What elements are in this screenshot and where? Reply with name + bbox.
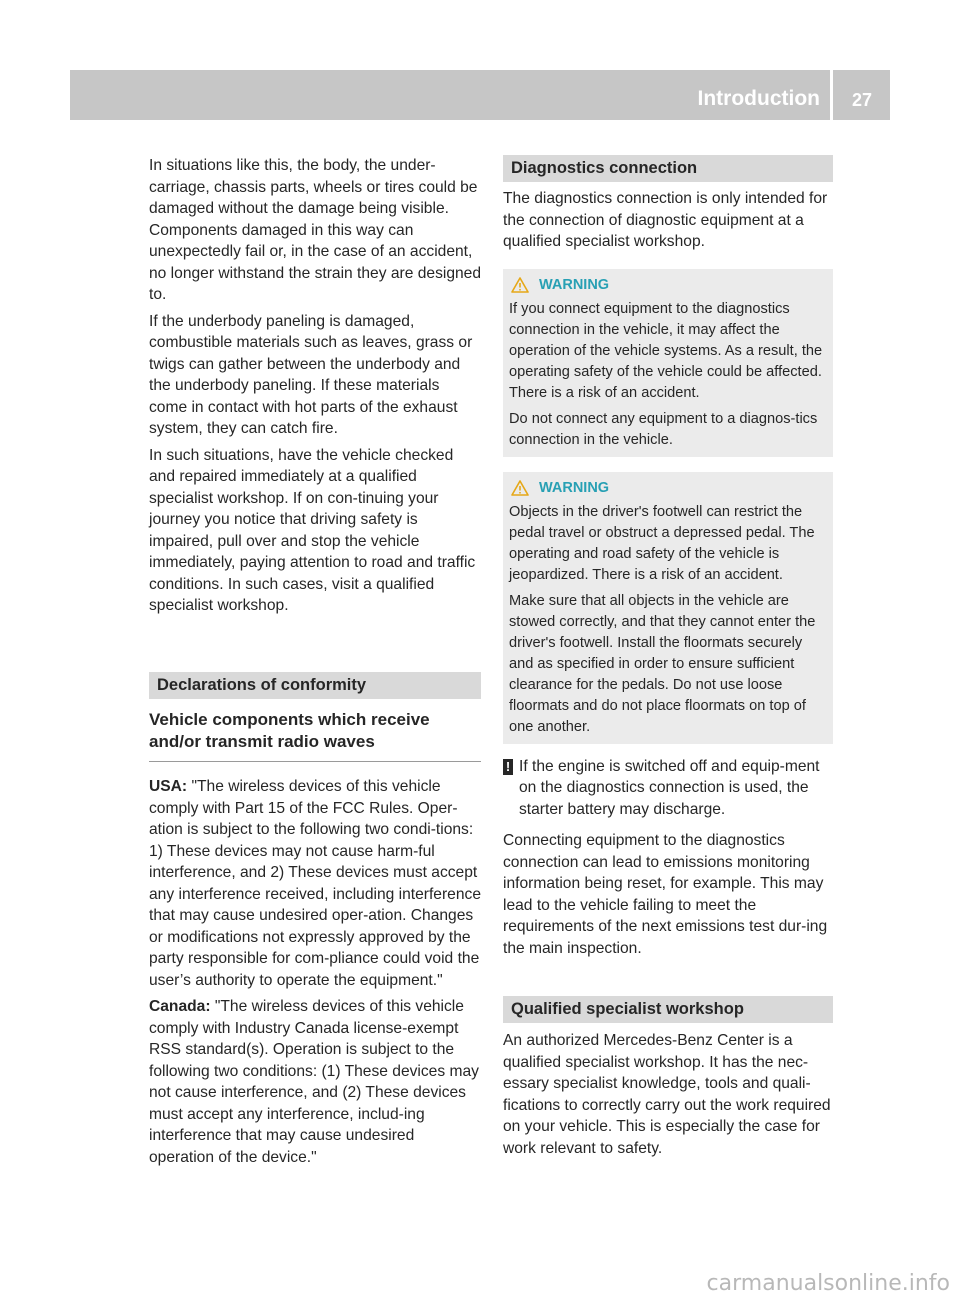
intro-paragraph: In situations like this, the body, the under-carriage, chassis parts, wheels or tires could be damaged without the damage being visible. Components damaged in this way can unexpectedly fail or, in the case of an accident, no longer withstand the strain they are designed to.: [149, 157, 482, 303]
warning-triangle-icon: [511, 480, 529, 496]
warning-text: Objects in the driver's footwell can restrict the pedal travel or obstruct a depressed pedal. The operating and road safety of the vehicle is jeopardized. There is a risk of an accident.: [509, 503, 815, 583]
declarations-section: [149, 672, 481, 1173]
intro-paragraph: If the underbody paneling is damaged, combustible materials such as leaves, grass or twigs can gather between the underbody and the underbody paneling. If these materials come in contact with hot parts of the exhaust system, they can catch fire.: [149, 312, 473, 437]
warning-title: WARNING: [509, 275, 827, 296]
warning-title: WARNING: [509, 478, 827, 499]
canada-text: "The wireless devices of this vehicle comply with Industry Canada license-exempt RSS standard(s). Operation is subject to the following two conditions: (1) These devices may not cause interference, and (2) These devices must accept any interference, includ-ing interference that may cause undesired operation of the device.": [149, 998, 479, 1166]
note-text: If the engine is switched off and equip-ment on the diagnostics connection is used, the starter battery may discharge.: [519, 757, 820, 818]
intro-paragraph: In such situations, have the vehicle checked and repaired immediately at a qualified specialist workshop. If on con-tinuing your journey you notice that driving safety is impaired, pull over and stop the vehicle immediately, paying attention to road and traffic conditions. In such cases, visit a qualified specialist workshop.: [149, 446, 476, 614]
warning-text: Make sure that all objects in the vehicle are stowed correctly, and that they cannot enter the driver's footwell. Install the floormats securely and as specified in order to ensure sufficient clearance for the pedals. Do not use loose floormats and do not place floormats on top of one another.: [509, 592, 816, 735]
usa-text: "The wireless devices of this vehicle comply with Part 15 of the FCC Rules. Oper-ation is subject to the following two condi-tions: 1) These devices may not cause harm-ful interference, and 2) These devices must accept any interference received, including interference that may cause undesired oper-ation. Changes or modifications not expressly approved by the party responsible for com-pliance could void the user’s authority to operate the equipment.": [149, 778, 481, 989]
usa-label: USA:: [149, 778, 188, 795]
right-column: [503, 155, 833, 1164]
warning-box: [503, 269, 833, 457]
warning-text: If you connect equipment to the diagnostics connection in the vehicle, it may affect the operation of the vehicle systems. As a result, the operating safety of the vehicle could be affected. There is a risk of an accident.: [509, 300, 823, 401]
left-column: [149, 155, 481, 622]
note: [503, 756, 833, 821]
workshop-paragraph: An authorized Mercedes-Benz Center is a qualified specialist workshop. It has the nec-essary specialist knowledge, tools and quali-fications to correctly carry out the work required on your vehicle. This is especially the case for work relevant to safety.: [503, 1032, 831, 1157]
diagnostics-intro: The diagnostics connection is only intended for the connection of diagnostic equipment at a qualified specialist workshop.: [503, 190, 828, 250]
header-divider: [830, 70, 833, 120]
exclamation-icon: !: [503, 756, 519, 821]
warning-triangle-icon: [511, 277, 529, 293]
warning-box: [503, 472, 833, 744]
declarations-heading: Declarations of conformity: [149, 672, 481, 699]
diagnostics-paragraph: Connecting equipment to the diagnostics connection can lead to emissions monitoring information being reset, for example. This may lead to the vehicle failing to meet the requirements of the next emissions test dur-ing the main inspection.: [503, 832, 828, 957]
warning-text: Do not connect any equipment to a diagnos-tics connection in the vehicle.: [509, 410, 818, 448]
canada-paragraph: [149, 996, 481, 1168]
section-title: Introduction: [697, 87, 820, 110]
canada-label: Canada:: [149, 998, 211, 1015]
radio-subheading: Vehicle components which receive and/or transmit radio waves: [149, 709, 481, 762]
usa-paragraph: [149, 776, 481, 991]
workshop-heading: Qualified specialist workshop: [503, 996, 833, 1023]
watermark: carmanualsonline.info: [706, 1270, 950, 1296]
intro-block: [149, 155, 481, 617]
diagnostics-heading: Diagnostics connection: [503, 155, 833, 182]
page-number: 27: [851, 90, 873, 110]
